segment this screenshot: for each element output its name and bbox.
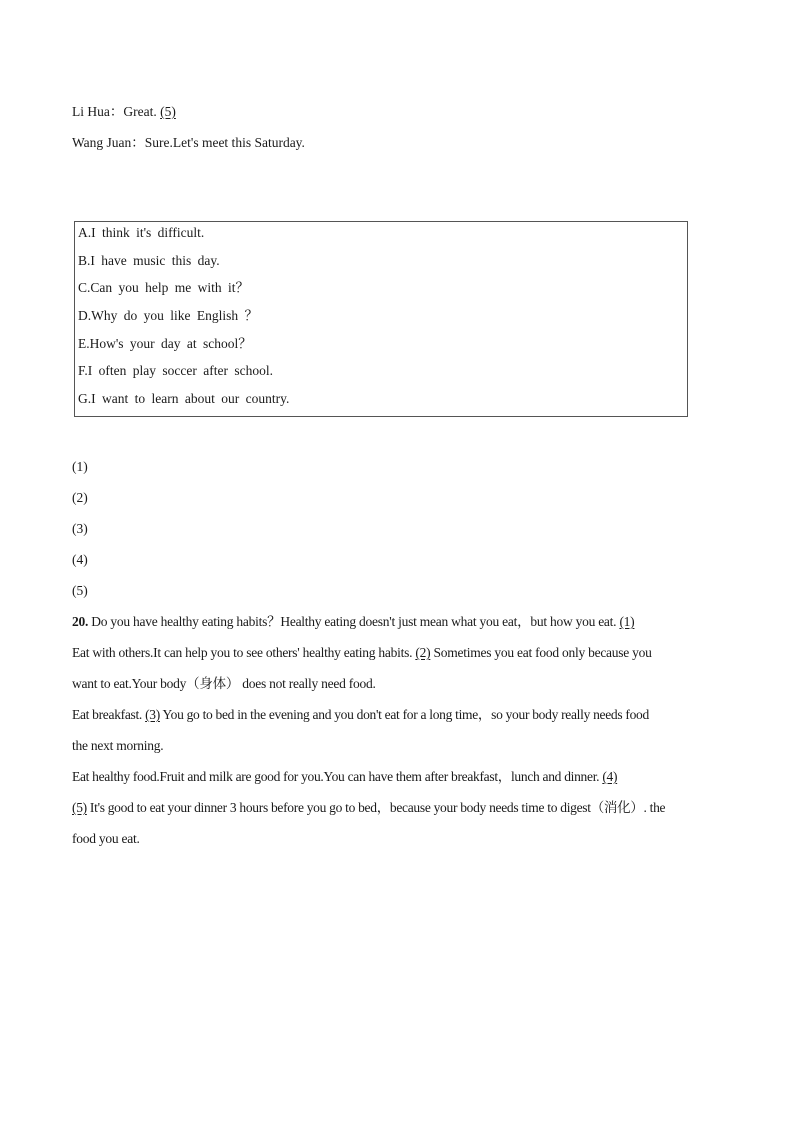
answer-2[interactable]: (2) — [72, 490, 88, 505]
dialogue-text: Sure.Let's meet this Saturday. — [144, 135, 305, 150]
passage-line-3: want to eat.Your body（身体） does not really need food. — [72, 676, 376, 691]
dialogue-line-li-hua — [72, 103, 176, 121]
option-g: G.I want to learn about our country. — [78, 391, 290, 406]
answer-5[interactable]: (5) — [72, 583, 88, 598]
blank-5-passage[interactable]: (5) — [72, 800, 87, 815]
dialogue-line-wang-juan — [72, 134, 305, 152]
blank-3[interactable]: (3) — [145, 707, 160, 722]
speaker-li-hua: Li Hua： — [72, 104, 124, 119]
answer-4[interactable]: (4) — [72, 552, 88, 567]
option-d: D.Why do you like English ？ — [78, 308, 258, 323]
passage-line-6: Eat healthy food.Fruit and milk are good for you.You can have them after breakfast，lunch and dinner. (4) — [72, 769, 618, 784]
speaker-wang-juan: Wang Juan： — [72, 135, 145, 150]
options-box — [74, 221, 688, 417]
passage-line-7: (5) It's good to eat your dinner 3 hours before you go to bed，because your body needs time to digest（消化）. the — [72, 800, 666, 815]
passage-line-5: the next morning. — [72, 738, 164, 753]
question-number: 20. — [72, 614, 89, 629]
option-a: A.I think it's difficult. — [78, 225, 205, 240]
answer-1[interactable]: (1) — [72, 459, 88, 474]
blank-2[interactable]: (2) — [415, 645, 431, 660]
passage-line-1: 20. Do you have healthy eating habits？Healthy eating doesn't just mean what you eat，but how you eat. (1) — [72, 614, 635, 629]
blank-5[interactable]: (5) — [160, 104, 176, 119]
passage-line-2: Eat with others.It can help you to see others' healthy eating habits. (2) Sometimes you eat food only because you — [72, 645, 652, 660]
option-b: B.I have music this day. — [78, 253, 220, 268]
dialogue-text: Great. — [123, 104, 157, 119]
option-e: E.How's your day at school？ — [78, 336, 252, 351]
passage-line-4: Eat breakfast. (3) You go to bed in the evening and you don't eat for a long time，so your body really needs food — [72, 707, 649, 722]
option-f: F.I often play soccer after school. — [78, 363, 273, 378]
passage-line-8: food you eat. — [72, 831, 140, 846]
option-c: C.Can you help me with it？ — [78, 280, 249, 295]
blank-4[interactable]: (4) — [602, 769, 618, 784]
blank-1[interactable]: (1) — [619, 614, 635, 629]
answer-3[interactable]: (3) — [72, 521, 88, 536]
